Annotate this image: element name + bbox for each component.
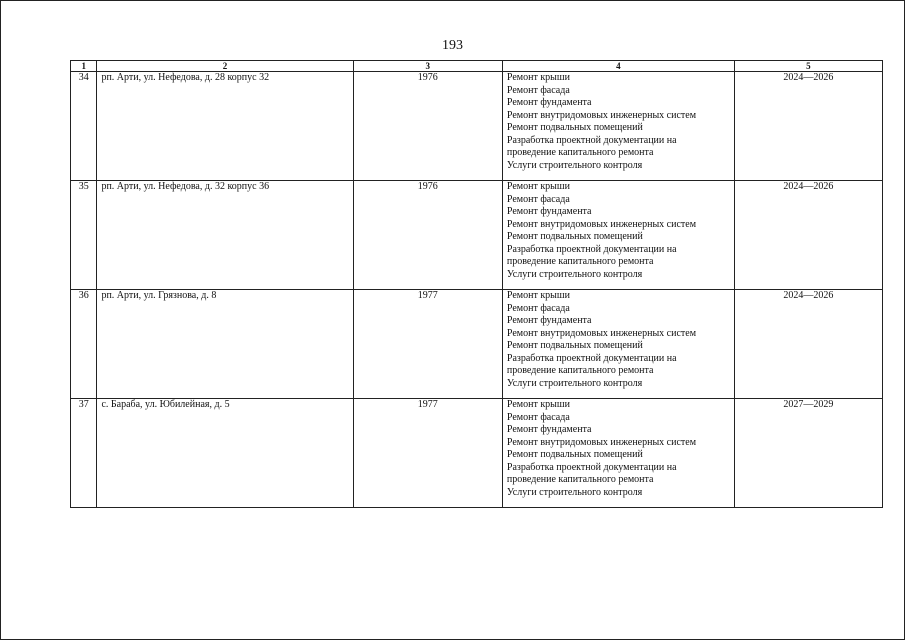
work-item: проведение капитального ремонта xyxy=(506,474,654,485)
work-item: проведение капитального ремонта xyxy=(506,365,654,376)
year-cell: 1977 xyxy=(353,290,502,399)
header-row xyxy=(71,61,883,72)
work-item: Разработка проектной документации на xyxy=(506,243,677,255)
header-col-2: 2 xyxy=(97,61,353,72)
work-item: Услуги строительного контроля xyxy=(506,159,643,171)
year-cell: 1976 xyxy=(353,181,502,290)
table-row xyxy=(71,181,883,290)
work-item: Ремонт фундамента xyxy=(506,206,592,217)
year-cell: 1977 xyxy=(353,399,502,508)
work-item: Ремонт фасада xyxy=(506,193,570,205)
work-item: Ремонт фасада xyxy=(506,84,570,96)
header-col-3: 3 xyxy=(353,61,502,72)
work-item: Услуги строительного контроля xyxy=(506,486,643,498)
year-cell: 1976 xyxy=(353,72,502,181)
period-cell: 2024—2026 xyxy=(734,181,882,290)
row-number: 35 xyxy=(71,181,97,290)
row-number: 36 xyxy=(71,290,97,399)
work-item: Ремонт крыши xyxy=(506,290,570,301)
period-cell: 2024—2026 xyxy=(734,72,882,181)
address-cell: рп. Арти, ул. Грязнова, д. 8 xyxy=(97,290,353,399)
period-cell: 2024—2026 xyxy=(734,290,882,399)
table-row xyxy=(71,399,883,508)
work-item: Ремонт подвальных помещений xyxy=(506,449,643,460)
header-col-1: 1 xyxy=(71,61,97,72)
work-item: Ремонт внутридомовых инженерных систем xyxy=(506,109,697,121)
work-item: Ремонт крыши xyxy=(506,399,570,410)
table-row xyxy=(71,72,883,181)
work-item: Ремонт фундамента xyxy=(506,424,592,435)
works-cell xyxy=(502,290,734,399)
work-item: проведение капитального ремонта xyxy=(506,147,654,158)
work-item: Ремонт крыши xyxy=(506,72,570,83)
table-row xyxy=(71,290,883,399)
work-item: Разработка проектной документации на xyxy=(506,134,677,146)
page-number: 193 xyxy=(442,38,463,53)
address-cell: рп. Арти, ул. Нефедова, д. 32 корпус 36 xyxy=(97,181,353,290)
row-number: 34 xyxy=(71,72,97,181)
work-item: Услуги строительного контроля xyxy=(506,268,643,280)
works-cell xyxy=(502,181,734,290)
work-item: Разработка проектной документации на xyxy=(506,461,677,473)
work-item: Ремонт фасада xyxy=(506,302,570,314)
work-item: Ремонт подвальных помещений xyxy=(506,340,643,351)
work-item: Услуги строительного контроля xyxy=(506,377,643,389)
work-item: Ремонт внутридомовых инженерных систем xyxy=(506,327,697,339)
works-cell xyxy=(502,72,734,181)
row-number: 37 xyxy=(71,399,97,508)
works-cell xyxy=(502,399,734,508)
work-item: Ремонт фундамента xyxy=(506,97,592,108)
work-item: проведение капитального ремонта xyxy=(506,256,654,267)
work-item: Ремонт подвальных помещений xyxy=(506,231,643,242)
work-item: Ремонт внутридомовых инженерных систем xyxy=(506,436,697,448)
work-item: Разработка проектной документации на xyxy=(506,352,677,364)
header-col-5: 5 xyxy=(734,61,882,72)
work-item: Ремонт фундамента xyxy=(506,315,592,326)
work-item: Ремонт фасада xyxy=(506,411,570,423)
address-cell: с. Бараба, ул. Юбилейная, д. 5 xyxy=(97,399,353,508)
header-col-4: 4 xyxy=(502,61,734,72)
work-item: Ремонт подвальных помещений xyxy=(506,122,643,133)
work-item: Ремонт крыши xyxy=(506,181,570,192)
work-item: Ремонт внутридомовых инженерных систем xyxy=(506,218,697,230)
address-cell: рп. Арти, ул. Нефедова, д. 28 корпус 32 xyxy=(97,72,353,181)
renovation-table xyxy=(70,60,883,508)
table-body xyxy=(71,72,883,508)
period-cell: 2027—2029 xyxy=(734,399,882,508)
